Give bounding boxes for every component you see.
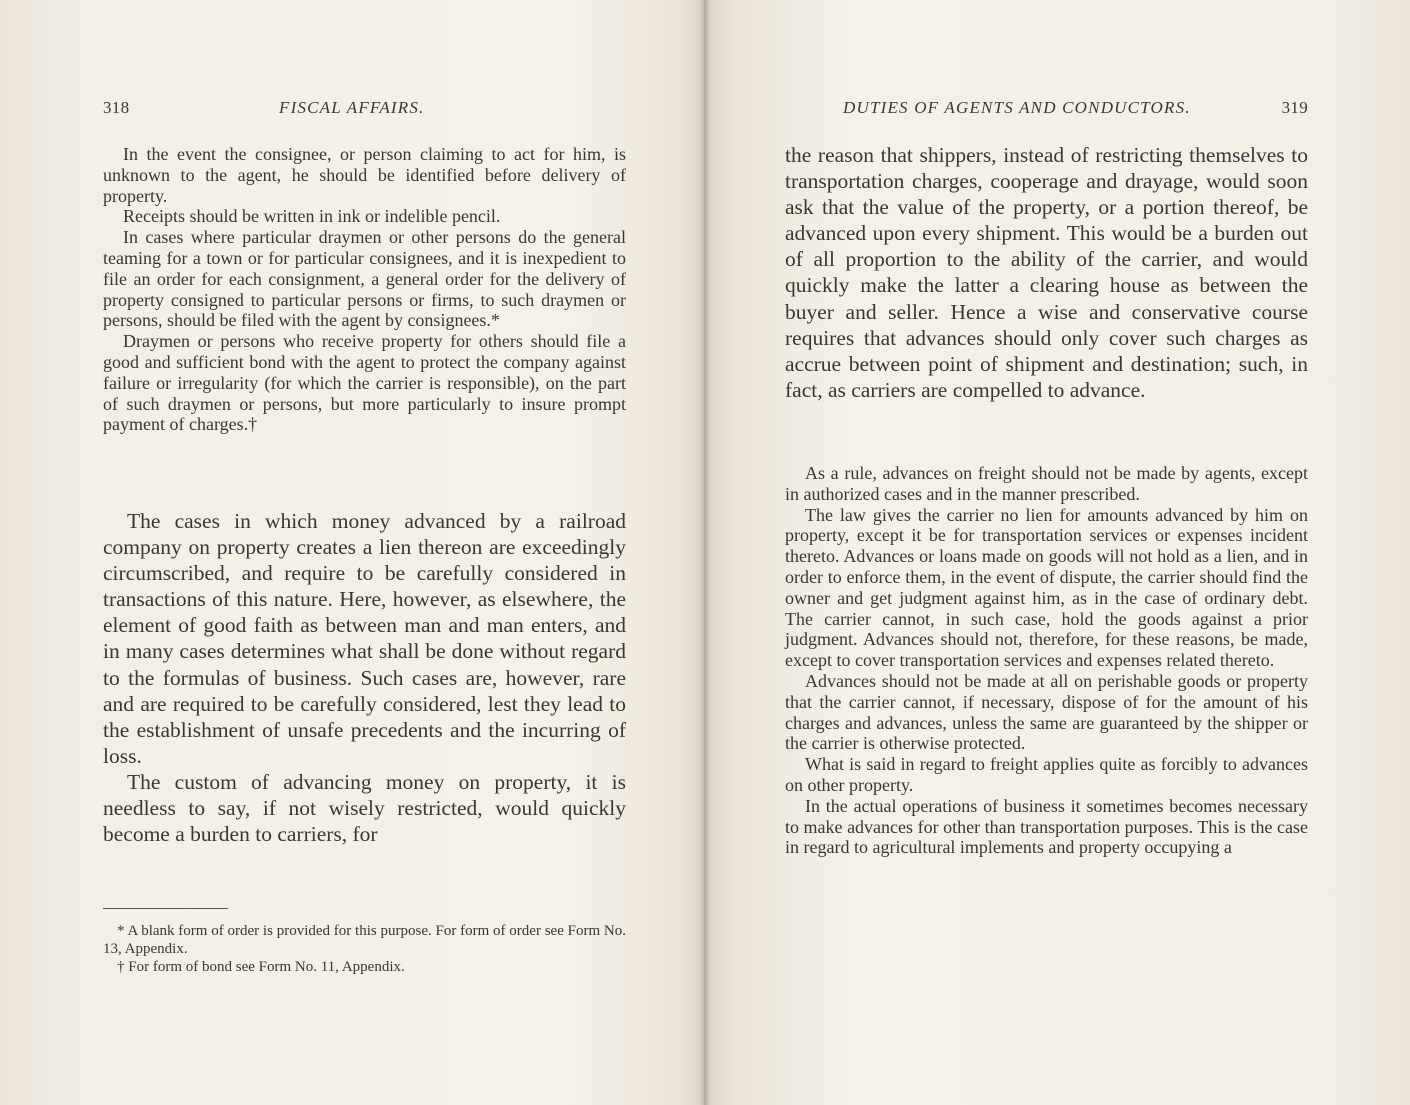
paragraph: The law gives the carrier no lien for amounts advanced by him on property, except it be for transportation services or expenses incident thereto. Advances or loans made on goods will not hold as a lien, and in order to enforce them, in the event of dispute, the carrier should find the owner and get judgment against him, as in the case of ordinary debt. The carrier cannot, in such case, hold the goods against a prior judgment. Advances should not, therefore, for these reasons, be made, except to cover transportation services and expenses related thereto.	[785, 504, 1308, 671]
left-small-text	[103, 144, 626, 435]
running-head: DUTIES OF AGENTS AND CONDUCTORS.	[843, 98, 1191, 117]
footnote-rule	[103, 908, 228, 909]
page-number: 319	[1281, 98, 1308, 117]
paragraph: Advances should not be made at all on perishable goods or property that the carrier cannot, if necessary, dispose of for the amount of his charges and advances, unless the same are guaranteed by the shipper or the carrier is otherwise protected.	[785, 670, 1308, 754]
left-page-header	[103, 98, 626, 122]
footnote: † For form of bond see Form No. 11, Appendix.	[117, 959, 405, 975]
paragraph: In the actual operations of business it sometimes becomes necessary to make advances for other than transportation purposes. This is the case in regard to agricultural implements and property occupying a	[785, 795, 1308, 858]
paragraph: The custom of advancing money on property, it is needless to say, if not wisely restricted, would quickly become a burden to carriers, for	[103, 769, 626, 847]
paragraph: Receipts should be written in ink or indelible pencil.	[123, 206, 501, 227]
paragraph: In cases where particular draymen or other persons do the general teaming for a town or for particular consignees, and it is inexpedient to file an order for each consignment, a general order for the delivery of property consigned to particular persons or firms, to such draymen or persons, should be filed with the agent by consignees.*	[103, 227, 626, 331]
paragraph: As a rule, advances on freight should not be made by agents, except in authorized cases and in the manner prescribed.	[785, 463, 1308, 504]
page-number: 318	[103, 98, 130, 117]
paragraph: Draymen or persons who receive property for others should file a good and sufficient bond with the agent to protect the company against failure or irregularity (for which the carrier is responsible), on the part of such draymen or persons, but more particularly to insure prompt payment of charges.†	[103, 331, 626, 435]
running-head: FISCAL AFFAIRS.	[279, 98, 425, 117]
left-large-text	[103, 508, 626, 847]
footnote: * A blank form of order is provided for this purpose. For form of order see Form No. 13, Appendix.	[103, 923, 626, 957]
left-page	[103, 0, 626, 1105]
right-small-text	[785, 463, 1308, 858]
right-large-text	[785, 142, 1308, 403]
paragraph: What is said in regard to freight applies quite as forcibly to advances on other property.	[785, 754, 1308, 795]
paragraph: the reason that shippers, instead of restricting themselves to transportation charges, cooperage and drayage, would soon ask that the value of the property, or a portion thereof, be advanced upon every shipment. This would be a burden out of all proportion to the ability of the carrier, and would quickly make the latter a clearing house as between the buyer and seller. Hence a wise and conservative course requires that advances should only cover such charges as accrue between point of shipment and destination; such, in fact, as carriers are compelled to advance.	[785, 143, 1308, 402]
book-gutter	[700, 0, 710, 1105]
right-page-header	[785, 98, 1308, 122]
paragraph: The cases in which money advanced by a railroad company on property creates a lien thereon are exceedingly circumscribed, and require to be carefully considered in transactions of this nature. Here, however, as elsewhere, the element of good faith as between man and man enters, and in many cases determines what shall be done without regard to the formulas of business. Such cases are, however, rare and are required to be carefully considered, lest they lead to the establishment of unsafe precedents and the incurring of loss.	[103, 509, 626, 768]
right-page	[785, 0, 1308, 1105]
footnotes	[103, 922, 626, 976]
paragraph: In the event the consignee, or person claiming to act for him, is unknown to the agent, he should be identified before delivery of property.	[103, 144, 626, 206]
